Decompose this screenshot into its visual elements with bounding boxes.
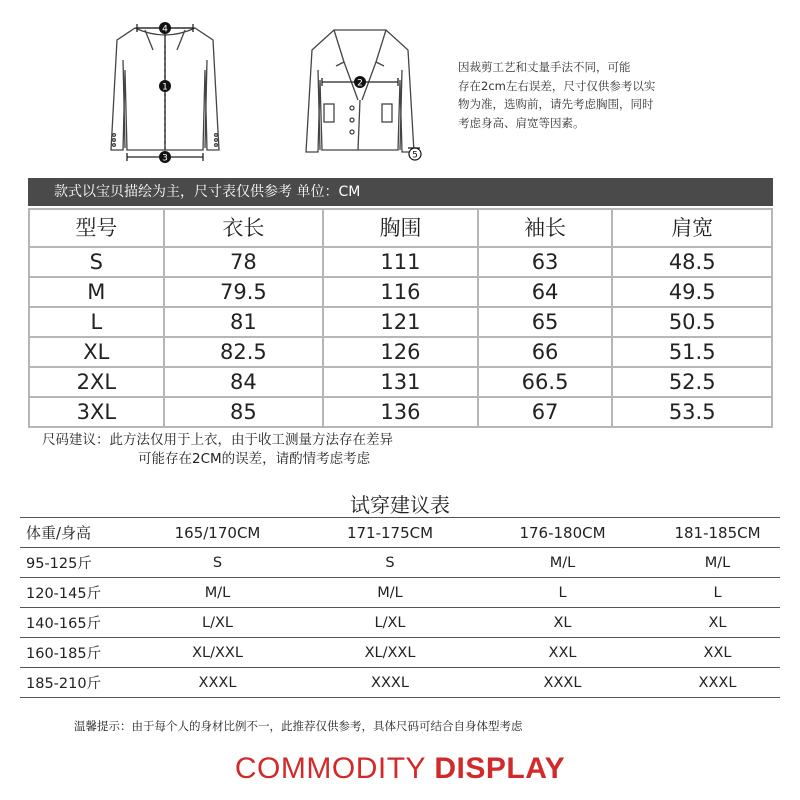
table-cell: 51.5 [612, 337, 772, 367]
table-cell: 49.5 [612, 277, 772, 307]
table-cell: 121 [323, 307, 478, 337]
table-cell: 120-145斤 [26, 586, 102, 602]
note-line: 因裁剪工艺和丈量手法不同，可能 [458, 60, 631, 74]
table-cell: 126 [323, 337, 478, 367]
table-cell: 84 [164, 367, 324, 397]
fit-table-title: 试穿建议表 [350, 493, 450, 517]
column-header: 165/170CM [174, 523, 261, 542]
table-cell: XXXL [198, 674, 237, 691]
size-table-header: 款式以宝贝描绘为主，尺寸表仅供参考 单位：CM [28, 178, 773, 206]
table-row [20, 638, 780, 668]
note-line: 考虑身高、肩宽等因素。 [458, 115, 585, 130]
column-header: 型号 [29, 209, 164, 247]
note-line: 物为准，选购前，请先考虑胸围，同时 [458, 97, 654, 111]
table-cell: S [29, 247, 164, 277]
table-cell: 63 [478, 247, 613, 277]
table-row [29, 337, 772, 367]
jacket-illustrations [0, 0, 800, 175]
svg-text:5: 5 [412, 150, 418, 161]
table-cell: 64 [478, 277, 613, 307]
column-header: 衣长 [164, 209, 324, 247]
svg-text:2: 2 [357, 78, 363, 89]
table-row [20, 608, 780, 638]
column-header: 171-175CM [346, 523, 434, 542]
table-cell: XL/XXL [364, 644, 416, 661]
table-cell: L [558, 584, 567, 601]
table-row [29, 397, 772, 427]
table-row [29, 367, 772, 397]
table-cell: 116 [323, 277, 478, 307]
table-cell: XL [553, 614, 572, 631]
warm-tip: 温馨提示：由于每个人的身材比例不一，此推荐仅供参考，具体尺码可结合自身体型考虑 [74, 719, 523, 733]
table-header-row [29, 209, 772, 247]
table-cell: L/XL [374, 614, 406, 631]
table-row [20, 578, 780, 608]
note-line: 存在2cm左右误差，尺寸仅供参考以实 [458, 78, 656, 93]
svg-text:1: 1 [162, 82, 168, 93]
table-cell: 81 [164, 307, 324, 337]
marker-1 [159, 80, 171, 93]
table-cell: 160-185斤 [26, 646, 102, 662]
table-cell: XXL [703, 644, 732, 661]
table-cell: M/L [204, 584, 231, 601]
table-cell: XXXL [543, 674, 582, 691]
column-header: 袖长 [478, 209, 613, 247]
jacket-back-diagram [95, 0, 235, 170]
marker-3 [159, 151, 171, 164]
marker-2 [354, 76, 366, 89]
svg-text:4: 4 [162, 24, 168, 35]
table-row [29, 247, 772, 277]
svg-text:3: 3 [162, 153, 168, 164]
table-row [29, 307, 772, 337]
fit-table [20, 517, 780, 698]
size-note-line: 尺码建议：此方法仅用于上衣，由于收工测量方法存在差异 [42, 432, 393, 448]
measurement-note [458, 58, 738, 132]
table-cell: M/L [377, 584, 403, 601]
table-cell: XXXL [371, 674, 409, 691]
table-cell: L [29, 307, 164, 337]
marker-4 [159, 22, 171, 35]
table-cell: 66.5 [478, 367, 613, 397]
table-cell: S [385, 554, 395, 571]
table-cell: L/XL [202, 614, 233, 631]
table-cell: 66 [478, 337, 613, 367]
table-cell: XL [708, 614, 727, 631]
table-cell: 48.5 [612, 247, 772, 277]
commodity-display-banner [0, 752, 800, 786]
table-cell: 78 [164, 247, 324, 277]
table-header-row [20, 518, 780, 548]
table-cell: XL [29, 337, 164, 367]
table-cell: S [212, 554, 223, 571]
table-cell: 67 [478, 397, 613, 427]
column-header: 体重/身高 [26, 524, 92, 542]
table-cell: 65 [478, 307, 613, 337]
table-cell: XXXL [698, 674, 737, 691]
table-cell: 185-210斤 [26, 676, 102, 692]
marker-5 [409, 148, 421, 161]
table-cell: 140-165斤 [26, 616, 102, 632]
column-header: 肩宽 [612, 209, 772, 247]
table-cell: L [713, 584, 722, 601]
table-cell: 131 [323, 367, 478, 397]
table-cell: 2XL [29, 367, 164, 397]
table-cell: 52.5 [612, 367, 772, 397]
table-cell: 95-125斤 [26, 556, 92, 572]
table-cell: M/L [549, 554, 576, 571]
table-cell: 85 [164, 397, 324, 427]
table-cell: 3XL [29, 397, 164, 427]
banner-light-text: COMMODITY [234, 752, 435, 785]
table-cell: XXL [548, 644, 577, 661]
column-header: 胸围 [323, 209, 478, 247]
table-cell: 136 [323, 397, 478, 427]
table-cell: M/L [704, 554, 731, 571]
table-row [20, 668, 780, 698]
column-header: 181-185CM [674, 523, 761, 542]
table-cell: 82.5 [164, 337, 324, 367]
banner-bold-text: DISPLAY [434, 752, 566, 785]
column-header: 176-180CM [519, 523, 606, 542]
table-row [20, 548, 780, 578]
size-advice-note [42, 431, 393, 469]
table-cell: XL/XXL [192, 644, 243, 661]
table-cell: 79.5 [164, 277, 324, 307]
table-row [29, 277, 772, 307]
table-cell: 50.5 [612, 307, 772, 337]
size-table [28, 208, 773, 428]
table-cell: M [29, 277, 164, 307]
table-cell: 53.5 [612, 397, 772, 427]
size-note-line: 可能存在2CM的误差，请酌情考虑考虑 [138, 451, 371, 467]
table-cell: 111 [323, 247, 478, 277]
jacket-front-diagram [290, 0, 430, 170]
